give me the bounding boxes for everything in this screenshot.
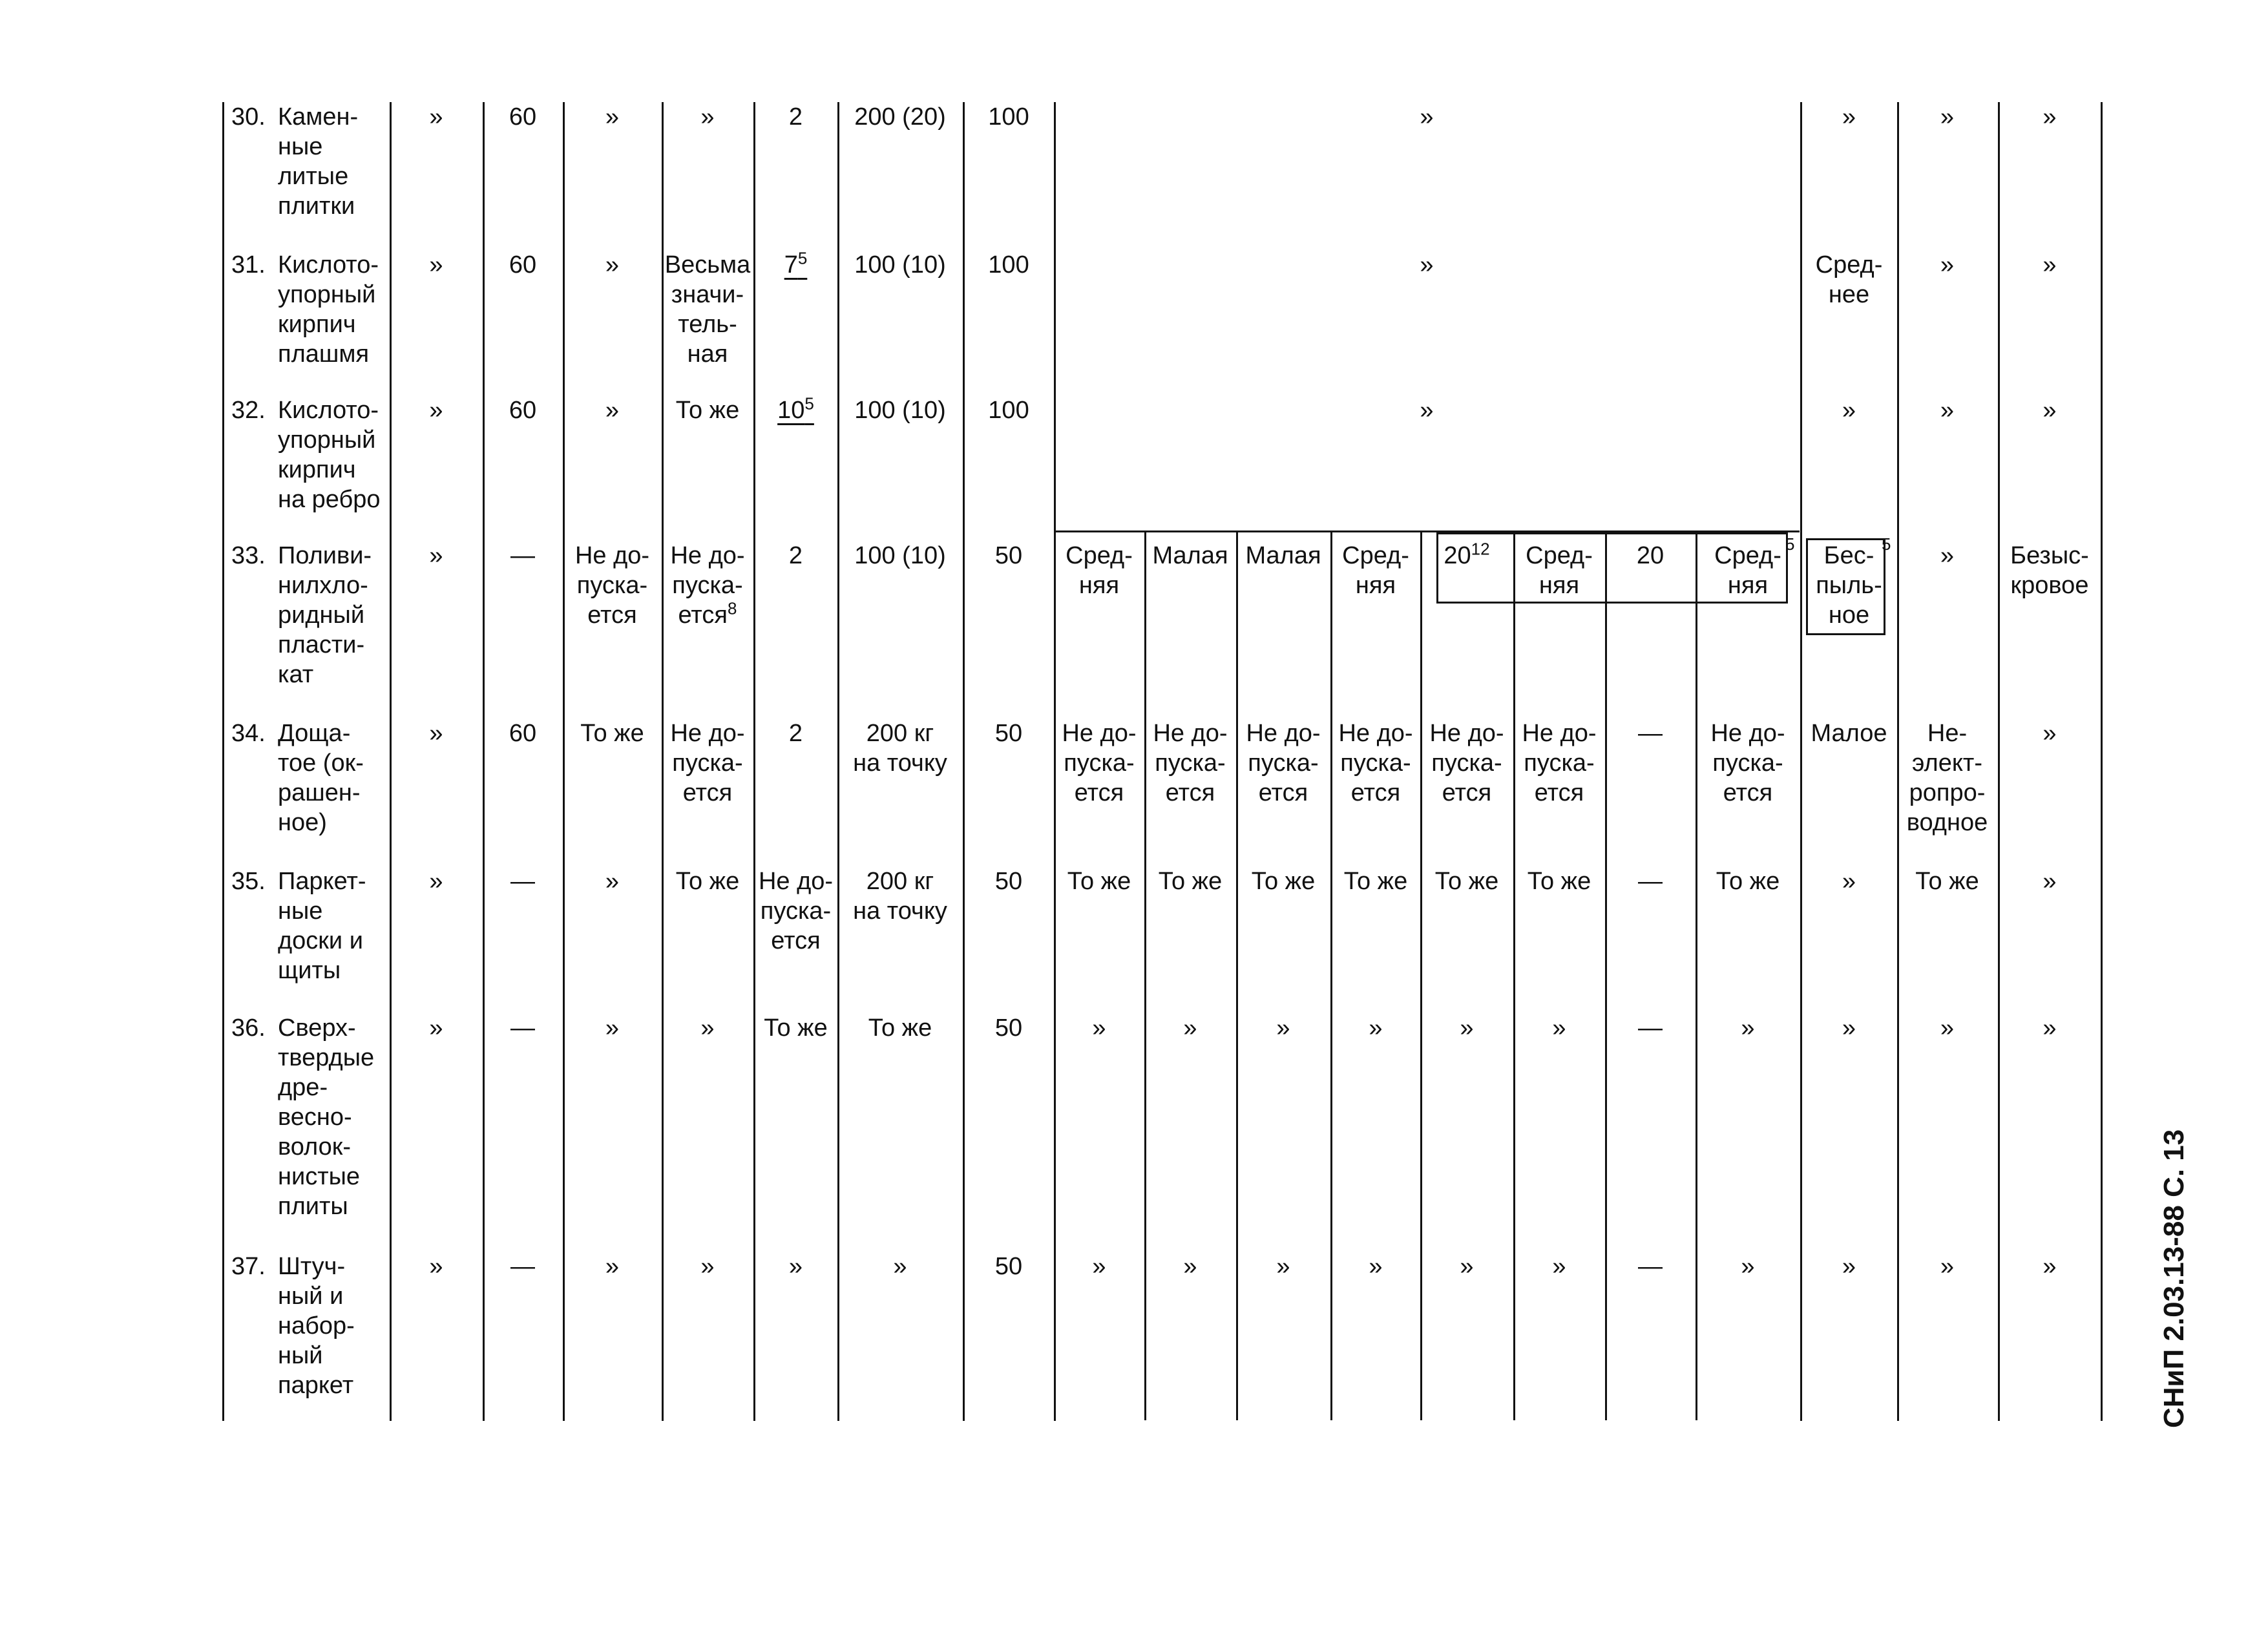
- box-note: 5: [1785, 534, 1795, 554]
- table-cell: »: [429, 1253, 443, 1280]
- table-cell: »: [1940, 397, 1955, 424]
- table-cell: »: [605, 868, 620, 895]
- condition-cell: То же: [1251, 868, 1316, 895]
- row-number: 36.: [231, 1014, 266, 1042]
- column-rule: [1605, 530, 1607, 1420]
- condition-cell: »: [1183, 1253, 1197, 1280]
- condition-cell: $20^{12}$: [1444, 539, 1490, 569]
- table-cell: 50: [994, 868, 1023, 895]
- table-cell: »: [605, 251, 620, 278]
- material-name: Сверх- твердые дре- весно- волок- нистые плиты: [278, 1014, 375, 1220]
- material-name: Кислото- упорный кирпич плашмя: [278, 251, 379, 368]
- material-name: Камен- ные литые плитки: [278, 103, 359, 220]
- condition-cell: Не до- пуска- ется: [1710, 720, 1785, 806]
- table-cell: »: [700, 103, 715, 131]
- table-cell: —: [510, 868, 535, 895]
- table-cell: 100 (10): [854, 542, 946, 569]
- material-name: Доща- тое (ок- рашен- ное): [278, 720, 364, 836]
- condition-cell: »: [1369, 1253, 1383, 1280]
- table-cell: 2: [788, 542, 803, 569]
- table-cell: »: [2042, 720, 2057, 747]
- table-cell: »: [893, 1253, 907, 1280]
- table-cell: То же: [675, 868, 740, 895]
- table-cell: 100 (10): [854, 251, 946, 278]
- material-name: Поливи- нилхло- ридный пласти- кат: [278, 542, 372, 688]
- table-cell: »: [2042, 1014, 2057, 1042]
- table-cell: Не до- пуска- ется$^8$: [670, 542, 745, 629]
- table-cell: »: [1940, 1253, 1955, 1280]
- table-cell: Не до- пуска- ется: [574, 542, 650, 629]
- table-cell: 100: [988, 251, 1029, 278]
- row-number: 35.: [231, 868, 266, 895]
- table-cell: —: [510, 542, 535, 569]
- condition-cell: Малая: [1245, 542, 1321, 569]
- table-cell: »: [2042, 103, 2057, 131]
- condition-cell: Не до- пуска- ется: [1429, 720, 1504, 806]
- condition-cell: Не до- пуска- ется: [1062, 720, 1137, 806]
- table-cell: »: [1940, 542, 1955, 569]
- condition-cell: Сред- няя: [1526, 542, 1593, 599]
- table-cell: 50: [994, 1253, 1023, 1280]
- table-cell: »: [429, 1014, 443, 1042]
- condition-cell: Не до- пуска- ется: [1522, 720, 1597, 806]
- table-cell: То же: [764, 1014, 828, 1042]
- condition-cell: Не до- пуска- ется: [1246, 720, 1321, 806]
- condition-cell: »: [1552, 1253, 1566, 1280]
- spanned-cell: »: [1420, 397, 1434, 424]
- condition-cell: »: [1460, 1014, 1474, 1042]
- table-cell: 100: [988, 103, 1029, 131]
- condition-cell: То же: [1434, 868, 1499, 895]
- condition-cell: »: [1092, 1014, 1106, 1042]
- spanned-cell: »: [1420, 103, 1434, 131]
- column-rule: [1144, 530, 1146, 1420]
- table-cell: $10^5$: [777, 394, 814, 424]
- table-cell: $7^5$: [784, 248, 808, 278]
- table-cell: »: [2042, 868, 2057, 895]
- table-cell: »: [605, 397, 620, 424]
- column-rule: [1330, 530, 1332, 1420]
- table-cell: »: [788, 1253, 803, 1280]
- table-cell: То же: [580, 720, 644, 747]
- material-name: Кислото- упорный кирпич на ребро: [278, 397, 381, 513]
- condition-cell: »: [1741, 1253, 1755, 1280]
- table-cell: »: [2042, 251, 2057, 278]
- table-cell: »: [1842, 868, 1856, 895]
- table-cell: То же: [1915, 868, 1979, 895]
- table-cell: 50: [994, 1014, 1023, 1042]
- table-cell: Не до- пуска- ется: [670, 720, 745, 806]
- condition-cell: То же: [1158, 868, 1223, 895]
- condition-cell: »: [1741, 1014, 1755, 1042]
- table-cell: »: [1940, 251, 1955, 278]
- column-rule: [483, 102, 485, 1421]
- table-cell: Малое: [1811, 720, 1887, 747]
- table-cell: 100 (10): [854, 397, 946, 424]
- table-cell: 50: [994, 720, 1023, 747]
- table-cell: 60: [509, 103, 537, 131]
- table-cell: »: [429, 720, 443, 747]
- column-rule: [753, 102, 755, 1421]
- row-number: 37.: [231, 1253, 266, 1280]
- condition-cell: То же: [1067, 868, 1131, 895]
- spanned-cell: »: [1420, 251, 1434, 278]
- condition-cell: То же: [1343, 868, 1408, 895]
- table-cell: 2: [788, 103, 803, 131]
- table-cell: »: [1842, 1014, 1856, 1042]
- table-cell: 200 (20): [854, 103, 946, 131]
- table-cell: »: [605, 1253, 620, 1280]
- table-cell: Не до- пуска- ется: [758, 868, 834, 954]
- side-title: [2152, 1105, 2190, 1428]
- table-cell: »: [429, 103, 443, 131]
- column-rule: [1513, 530, 1515, 1420]
- row-number: 34.: [231, 720, 266, 747]
- condition-cell: Сред- няя: [1342, 542, 1409, 599]
- table-cell: »: [1940, 103, 1955, 131]
- table-cell: Весьма значи- тель- ная: [664, 251, 751, 368]
- table-cell: 200 кг на точку: [853, 868, 947, 925]
- condition-cell: Сред- няя: [1066, 542, 1133, 599]
- condition-cell: —: [1638, 1253, 1663, 1280]
- table-cell: Не- элект- ропро- водное: [1906, 720, 1988, 836]
- column-rule: [2101, 102, 2103, 1421]
- table-cell: 60: [509, 397, 537, 424]
- table-cell: »: [2042, 1253, 2057, 1280]
- table-cell: То же: [868, 1014, 932, 1042]
- condition-cell: То же: [1716, 868, 1780, 895]
- table-cell: »: [1842, 397, 1856, 424]
- table-cell: »: [2042, 397, 2057, 424]
- column-rule: [1236, 530, 1238, 1420]
- column-rule: [222, 102, 224, 1421]
- condition-cell: Сред- няя: [1714, 542, 1781, 599]
- row-number: 32.: [231, 397, 266, 424]
- condition-cell: 20: [1636, 542, 1664, 569]
- column-rule: [1420, 530, 1422, 1420]
- column-rule: [563, 102, 565, 1421]
- table-cell: То же: [675, 397, 740, 424]
- table-cell: »: [429, 397, 443, 424]
- table-cell: »: [429, 542, 443, 569]
- condition-cell: »: [1369, 1014, 1383, 1042]
- table-cell: Бес- пыль- ное: [1816, 542, 1882, 629]
- condition-cell: Не до- пуска- ется: [1153, 720, 1228, 806]
- table-cell: 100: [988, 397, 1029, 424]
- condition-cell: »: [1460, 1253, 1474, 1280]
- condition-cell: »: [1276, 1014, 1290, 1042]
- row-number: 30.: [231, 103, 266, 131]
- side-title-text: СНиП 2.03.13-88 С. 13: [2158, 1129, 2190, 1428]
- row-number: 31.: [231, 251, 266, 278]
- table-cell: »: [1940, 1014, 1955, 1042]
- table-cell: »: [700, 1014, 715, 1042]
- table-cell: Сред- нее: [1815, 251, 1883, 308]
- table-cell: »: [700, 1253, 715, 1280]
- condition-cell: »: [1183, 1014, 1197, 1042]
- table-cell: —: [510, 1253, 535, 1280]
- condition-cell: Не до- пуска- ется: [1338, 720, 1413, 806]
- row-number: 33.: [231, 542, 266, 569]
- column-rule: [1998, 102, 2000, 1421]
- condition-cell: »: [1092, 1253, 1106, 1280]
- condition-cell: Малая: [1152, 542, 1228, 569]
- table-cell: 200 кг на точку: [853, 720, 947, 777]
- table-cell: »: [1842, 1253, 1856, 1280]
- table-cell: 60: [509, 720, 537, 747]
- table-cell: »: [605, 1014, 620, 1042]
- condition-cell: »: [1552, 1014, 1566, 1042]
- condition-cell: »: [1276, 1253, 1290, 1280]
- table-cell: Безыс- кровое: [2010, 542, 2089, 599]
- grouped-box: [1806, 538, 1885, 635]
- table-cell: »: [1842, 103, 1856, 131]
- condition-cell: То же: [1527, 868, 1591, 895]
- table-cell: —: [510, 1014, 535, 1042]
- table-cell: 2: [788, 720, 803, 747]
- condition-cell: —: [1638, 1014, 1663, 1042]
- grouped-box: [1436, 532, 1788, 604]
- column-rule: [963, 102, 965, 1421]
- box-note: 5: [1882, 534, 1891, 554]
- condition-cell: —: [1638, 720, 1663, 747]
- material-name: Штуч- ный и набор- ный паркет: [278, 1253, 355, 1399]
- material-name: Паркет- ные доски и щиты: [278, 868, 366, 984]
- table-cell: 50: [994, 542, 1023, 569]
- table-cell: »: [429, 868, 443, 895]
- table-cell: 60: [509, 251, 537, 278]
- table-cell: »: [605, 103, 620, 131]
- table-cell: »: [429, 251, 443, 278]
- column-rule: [1696, 530, 1697, 1420]
- condition-cell: —: [1638, 868, 1663, 895]
